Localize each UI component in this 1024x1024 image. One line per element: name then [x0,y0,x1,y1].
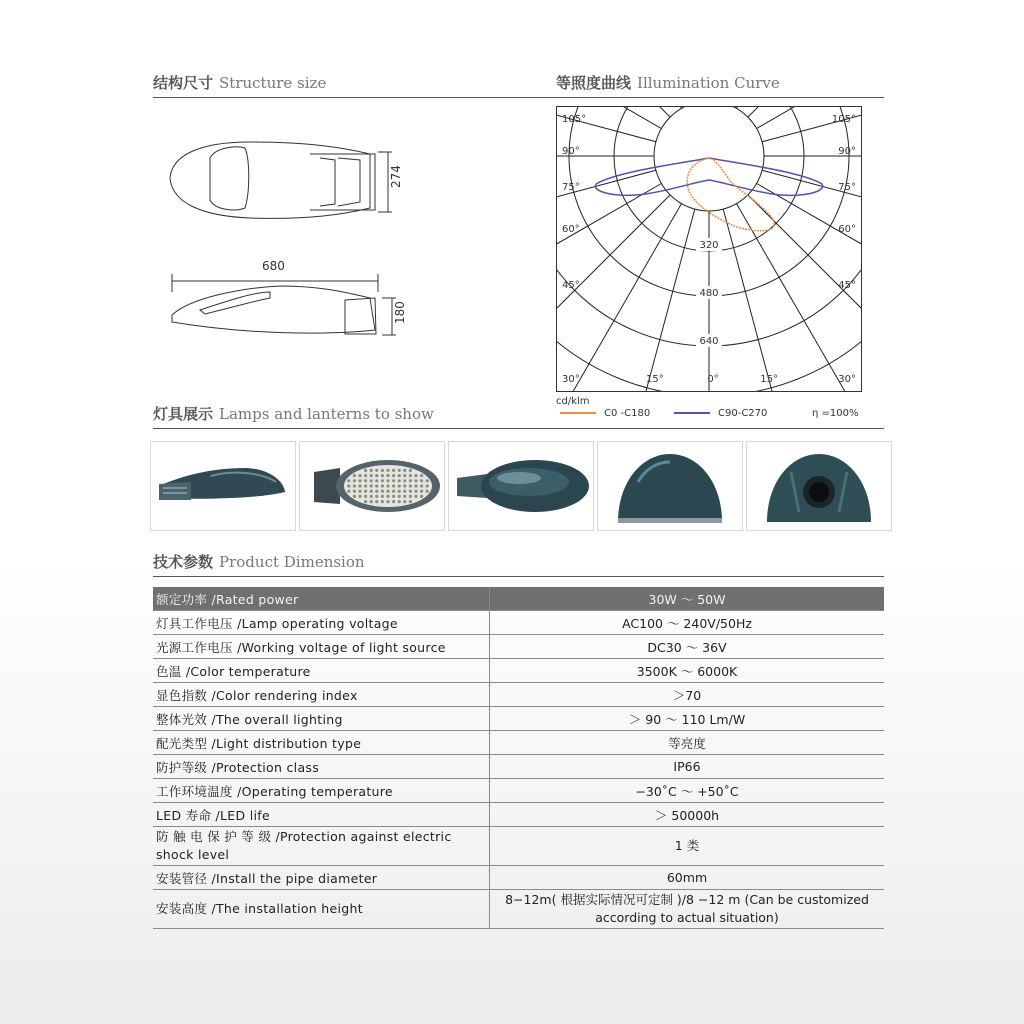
angle-label-right: 30° [838,374,856,385]
led-dot [375,490,378,493]
led-dot [420,490,423,493]
spec-value: 8−12m( 根据实际情况可定制 )/8 −12 m (Can be customized according to actual situation) [490,890,885,929]
angle-label-right: 60° [838,224,856,235]
spec-table [153,587,884,929]
led-dot [426,484,429,487]
spec-label: 防护等级 /Protection class [153,755,490,779]
led-dot [414,490,417,493]
led-dot [409,469,412,472]
illumination-curve-title-cn: 等照度曲线 [556,74,632,92]
radial-tick-label: 320 [699,240,719,251]
led-dot [414,474,417,477]
led-dot [364,474,367,477]
chart-unit-label: cd/klm [556,396,590,407]
led-dot [381,474,384,477]
led-dot [358,484,361,487]
legend-c0 [560,408,650,419]
led-dot [392,469,395,472]
angle-label-left: 45° [562,280,580,291]
led-dot [386,490,389,493]
angle-label-left: 105° [562,114,587,125]
legend-c0-label: C0 -C180 [604,408,651,419]
lamp-front-photo [597,441,743,531]
spec-row [153,890,884,929]
led-dot [381,490,384,493]
led-dot [347,484,350,487]
led-dot [364,469,367,472]
led-dot [358,479,361,482]
illumination-polar-chart [556,106,862,392]
led-dot [364,479,367,482]
led-dot [398,469,401,472]
spec-label: 整体光效 /The overall lighting [153,707,490,731]
led-dot [426,490,429,493]
led-dot [426,479,429,482]
led-dot [375,484,378,487]
lamps-show-title-en: Lamps and lanterns to show [219,405,434,423]
spec-row [153,587,884,611]
led-dot [392,479,395,482]
spec-label: 灯具工作电压 /Lamp operating voltage [153,611,490,635]
legend-c90 [674,408,767,419]
led-dot [392,490,395,493]
led-dot [414,479,417,482]
led-dot [353,474,356,477]
structure-size-title-cn: 结构尺寸 [153,74,214,92]
led-dot [358,474,361,477]
led-dot [353,495,356,498]
led-dot [420,495,423,498]
led-dot [370,479,373,482]
product-dimension-title-cn: 技术参数 [153,553,214,571]
led-dot [392,495,395,498]
led-dot [420,484,423,487]
angle-label-left: 30° [562,374,580,385]
angle-label-right: 75° [838,182,856,193]
legend-c90-swatch [674,412,710,414]
spec-value: DC30 ～ 36V [490,635,885,659]
led-dot [386,469,389,472]
led-dot [403,495,406,498]
spec-label: 显色指数 /Color rendering index [153,683,490,707]
spec-row [153,659,884,683]
angle-label-right: 90° [838,146,856,157]
spec-value: 60mm [490,866,885,890]
led-dot [420,479,423,482]
angle-label-bottom: 0° [707,374,719,385]
dim-274-label: 274 [389,165,403,188]
spec-row [153,731,884,755]
led-dot [420,474,423,477]
spec-label: 防 触 电 保 护 等 级 /Protection against electric shock level [153,827,490,866]
legend-c0-swatch [560,412,596,414]
illumination-curve-title-en: Illumination Curve [637,74,780,92]
divider-params [153,576,884,577]
led-dot [353,479,356,482]
led-dot [353,484,356,487]
structure-size-title-en: Structure size [219,74,327,92]
led-dot [409,490,412,493]
angle-label-bottom: 15° [646,374,664,385]
led-dot [358,490,361,493]
led-dot [403,469,406,472]
dim-680-label: 680 [262,259,285,273]
led-dot [353,490,356,493]
spec-value: AC100 ～ 240V/50Hz [490,611,885,635]
led-dot [403,490,406,493]
led-dot [347,490,350,493]
spec-label: 工作环境温度 /Operating temperature [153,779,490,803]
led-dot [370,500,373,503]
led-dot [381,469,384,472]
structure-size-title [153,72,326,93]
spec-value: IP66 [490,755,885,779]
top-view-drawing [170,142,392,218]
product-dimension-title-en: Product Dimension [219,553,365,571]
efficiency-label: η =100% [812,408,859,419]
led-dot [364,490,367,493]
led-dot [381,479,384,482]
angle-label-left: 60° [562,224,580,235]
led-dot [398,495,401,498]
spec-row [153,866,884,890]
led-dot [375,495,378,498]
led-dot [370,484,373,487]
legend-c90-label: C90-C270 [718,408,768,419]
spec-label: 色温 /Color temperature [153,659,490,683]
radial-tick-label: 640 [699,336,719,347]
illumination-curve-title [556,72,780,93]
led-dot [370,474,373,477]
led-dot [398,474,401,477]
product-dimension-title [153,551,365,572]
led-dot [364,484,367,487]
led-dot [409,500,412,503]
spec-value: ＞70 [490,683,885,707]
led-dot [370,495,373,498]
led-dot [403,479,406,482]
spec-row [153,803,884,827]
led-dot [375,469,378,472]
angle-label-left: 90° [562,146,580,157]
angle-label-right: 105° [831,114,856,125]
led-dot [409,479,412,482]
led-dot [364,500,367,503]
led-dot [386,474,389,477]
led-dot [398,484,401,487]
led-dot [409,495,412,498]
chart-unit [556,396,590,407]
spec-row [153,611,884,635]
led-dot [381,484,384,487]
led-dot [398,479,401,482]
spec-row [153,779,884,803]
led-dot [375,479,378,482]
spec-label: 光源工作电压 /Working voltage of light source [153,635,490,659]
led-dot [370,469,373,472]
spec-row [153,827,884,866]
spec-value: 1 类 [490,827,885,866]
led-dot [414,495,417,498]
led-dot [392,474,395,477]
led-dot [403,484,406,487]
side-view-drawing [172,274,396,335]
dim-180-label: 180 [393,301,407,324]
led-dot [381,495,384,498]
angle-label-bottom: 15° [760,374,778,385]
led-dot [409,474,412,477]
led-dot [398,490,401,493]
led-dot [347,479,350,482]
lamp-rear-photo [746,441,892,531]
spec-label: 额定功率 /Rated power [153,587,490,611]
spec-row [153,755,884,779]
structure-drawing [160,130,420,350]
led-dot [386,484,389,487]
spec-label: 配光类型 /Light distribution type [153,731,490,755]
divider-lamps [153,428,884,429]
spec-value: 30W ～ 50W [490,587,885,611]
led-dot [370,490,373,493]
spec-value: ＞ 50000h [490,803,885,827]
led-dot [386,500,389,503]
led-dot [358,495,361,498]
led-dot [386,495,389,498]
angle-label-left: 75° [562,182,580,193]
led-dot [375,500,378,503]
spec-label: 安装管径 /Install the pipe diameter [153,866,490,890]
led-dot [375,474,378,477]
spec-label: LED 寿命 /LED life [153,803,490,827]
led-dot [403,474,406,477]
led-dot [386,479,389,482]
lamp-side-photo [150,441,296,531]
led-dot [414,484,417,487]
led-dot [392,500,395,503]
spec-label: 安装高度 /The installation height [153,890,490,929]
spec-value: ＞ 90 ～ 110 Lm/W [490,707,885,731]
divider-top [153,97,884,98]
spec-row [153,707,884,731]
led-dot [364,495,367,498]
lamps-show-title [153,403,434,424]
led-dot [409,484,412,487]
lamps-show-title-cn: 灯具展示 [153,405,214,423]
radial-tick-label: 480 [699,288,719,299]
spec-value: 等亮度 [490,731,885,755]
spec-row [153,683,884,707]
spec-value: −30˚C ～ +50˚C [490,779,885,803]
led-dot [398,500,401,503]
spec-row [153,635,884,659]
lamp-top-photo [448,441,594,531]
led-dot [381,500,384,503]
spec-value: 3500K ～ 6000K [490,659,885,683]
led-dot [392,484,395,487]
led-dot [403,500,406,503]
angle-label-right: 45° [838,280,856,291]
lamp-bottom-led-photo [299,441,445,531]
